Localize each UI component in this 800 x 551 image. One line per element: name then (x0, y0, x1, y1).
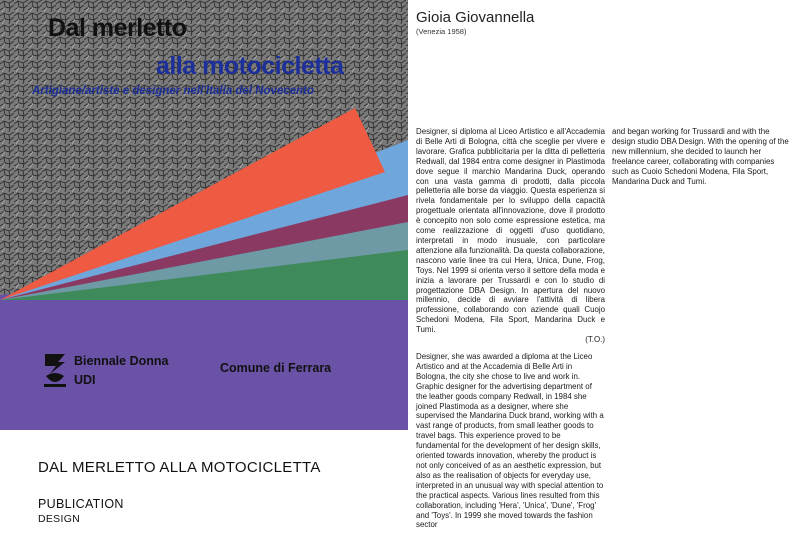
cover-title-line2: alla motocicletta (156, 52, 344, 80)
org-comune-ferrara: Comune di Ferrara (220, 361, 332, 375)
book-cover (0, 0, 408, 430)
biennale-logo-icon (42, 352, 68, 388)
org-biennale-donna: Biennale Donna (74, 354, 169, 368)
text-signature: (T.O.) (585, 335, 605, 345)
caption-category: PUBLICATION (38, 497, 124, 511)
article-text-english-part1: Designer, she was awarded a diploma at the Liceo Artistico and at the Accademia di Belle Arti in Bologna, the city she chose to live and work in. Graphic designer for the advertising department of the leather goods company Redwall, in 1984 she joined Plastimoda as a designer, where she supervised the Mandarina Duck brand, working with a vast range of products, from small leather goods to travel bags. This experience proved to be fundamental for the development of her design skills, oriented towards innovation, whereby the product is not only conceived of as an aesthetic expression, but also as the realisation of objects for everyday use, interpreted in an unusual way with special attention to the practical aspects. Various lines resulted from this collaboration, including 'Hera', 'Unica', 'Dune', 'Frog' and 'Toys'. In 1999 she moved towards the fashion sector (416, 352, 604, 530)
caption-subcategory: DESIGN (38, 513, 81, 525)
author-birth-note: (Venezia 1958) (416, 27, 467, 36)
caption-title: DAL MERLETTO ALLA MOTOCICLETTA (38, 459, 321, 476)
org-udi: UDI (74, 373, 96, 387)
author-name: Gioia Giovannella (416, 9, 535, 26)
cover-subtitle: Artigiane/artiste e designer nell'Italia del Novecento (32, 85, 315, 97)
article-text-italian (416, 127, 605, 345)
italian-paragraph: Designer, si diploma al Liceo Artistico e all'Accademia di Belle Arti di Bologna, città che sceglie per vivere e lavorare. Grafica pubblicitaria per la ditta di pelletteria Redwall, dal 1984 entra come designer in Plastimoda dove segue il marchio Mandarina Duck, operando con una vasta gamma di prodotti, dalla piccola pelletteria alle borse da viaggio. Questa esperienza si rivela fondamentale per lo sviluppo della capacità progettuale orientata all'innovazione, dove il prodotto è concepito non solo come espressione estetica, ma come realizzazione di oggetti d'uso quotidiano, interpretati in modo inusuale, con particolare attenzione alla funzionalità. Da questa collaborazione, nascono varie linee tra cui Hera, Unica, Dune, Frog, Toys. Nel 1999 si orienta verso il settore della moda e inizia a lavorare per Trussardi e con lo studio di progettazione DBA Design. In apertura del nuovo millennio, decide di avviare l'attività di libera professione, collaborando con aziende quali Cuojo Schedoni Modena, Fila Sport, Mandarina Duck e Tumi. (416, 127, 605, 335)
cover-title-line1: Dal merletto (48, 14, 187, 42)
article-text-english-part2: and began working for Trussardi and with the design studio DBA Design. With the opening of the new millennium, she decided to launch her freelance career, collaborating with companies such as Cuoio Schedoni Modena, Fila Sport, Mandarina Duck and Tumi. (612, 127, 789, 186)
